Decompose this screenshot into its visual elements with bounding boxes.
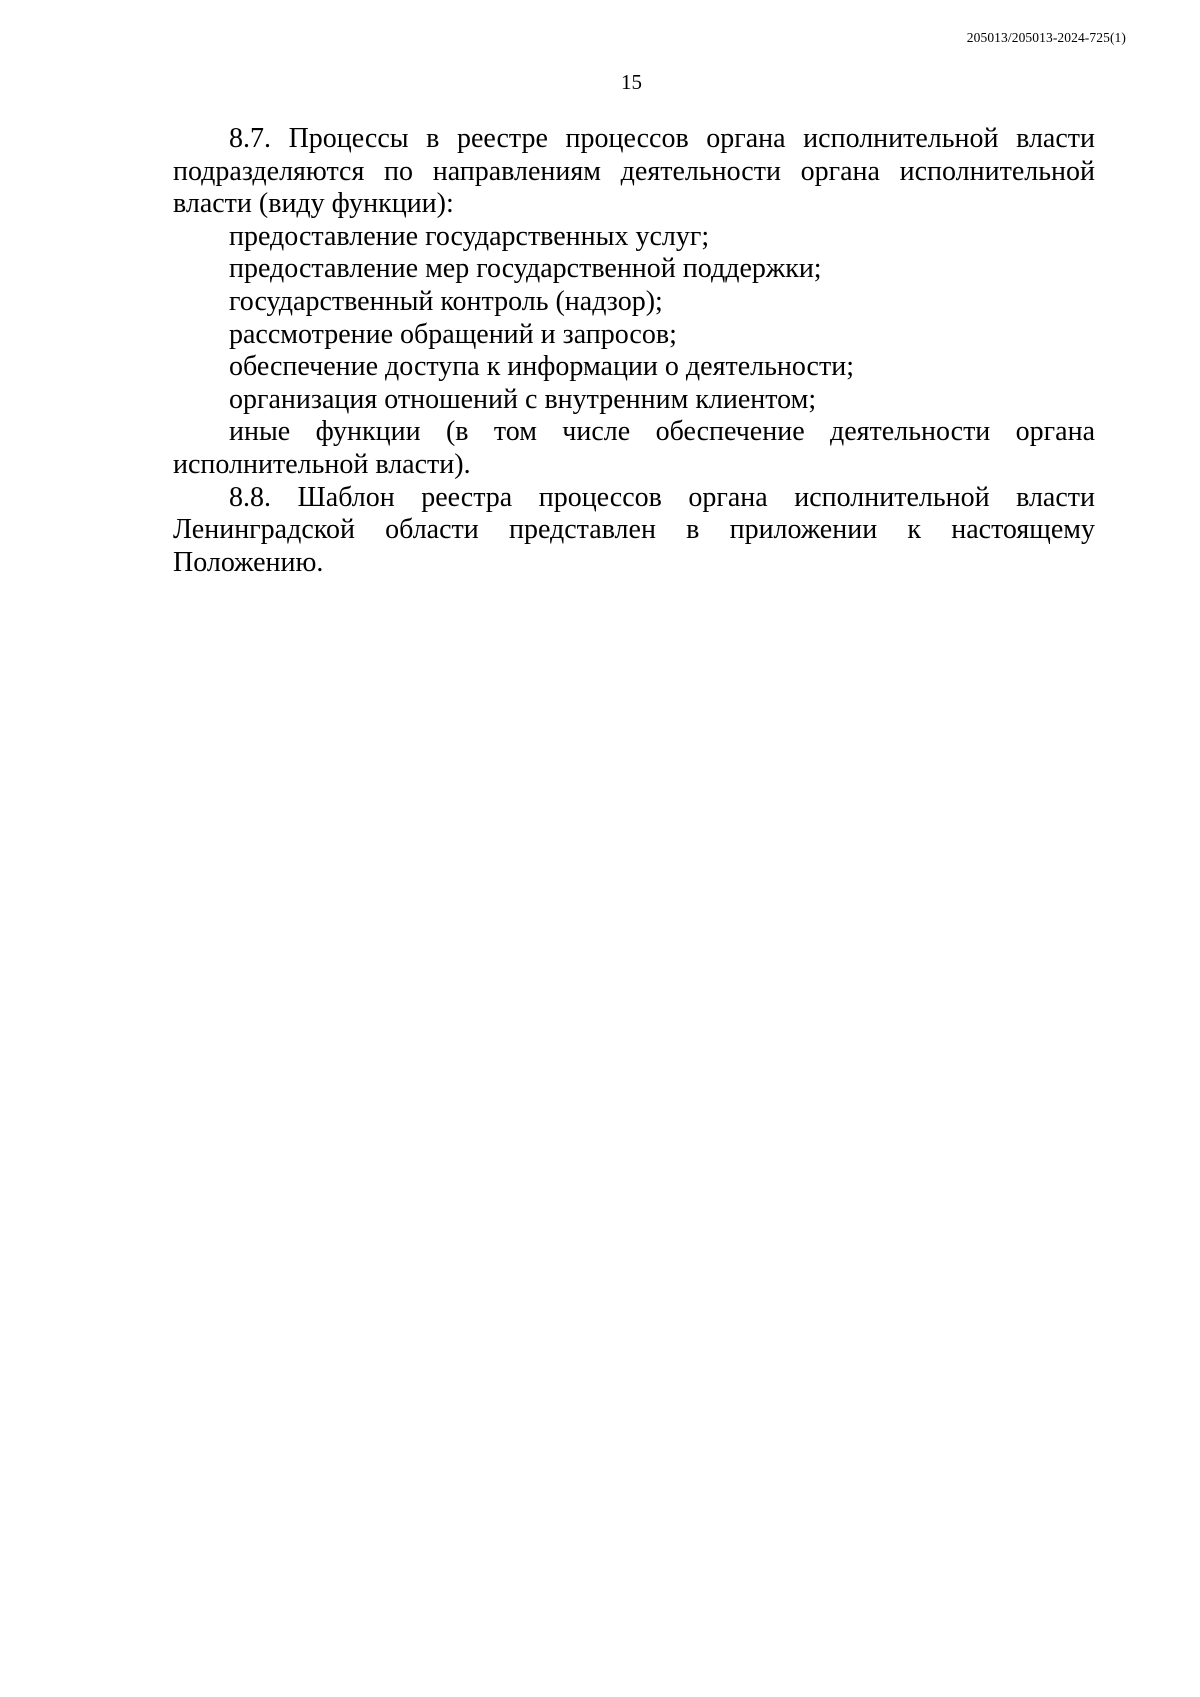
page-number: 15 — [621, 70, 642, 94]
document-body — [173, 123, 1095, 579]
list-item-other-functions: иные функции (в том числе обеспечение деятельности органа исполнительной власти). — [173, 416, 1095, 480]
list-item-state-control: государственный контроль (надзор); — [229, 285, 663, 317]
list-item-information-access: обеспечение доступа к информации о деятельности; — [229, 351, 854, 383]
list-item-public-services: предоставление государственных услуг; — [229, 220, 710, 252]
document-id: 205013/205013-2024-725(1) — [966, 30, 1126, 45]
list-item-state-support: предоставление мер государственной поддержки; — [229, 253, 822, 285]
list-item-appeals: рассмотрение обращений и запросов; — [229, 318, 677, 350]
paragraph-8-7: 8.7. Процессы в реестре процессов органа исполнительной власти подразделяются по направлениям деятельности органа исполнительной власти (виду функции): — [173, 123, 1095, 220]
list-item-internal-client: организация отношений с внутренним клиентом; — [229, 383, 817, 415]
paragraph-8-8: 8.8. Шаблон реестра процессов органа исполнительной власти Ленинградской области представлен в приложении к настоящему Положению. — [173, 481, 1095, 578]
